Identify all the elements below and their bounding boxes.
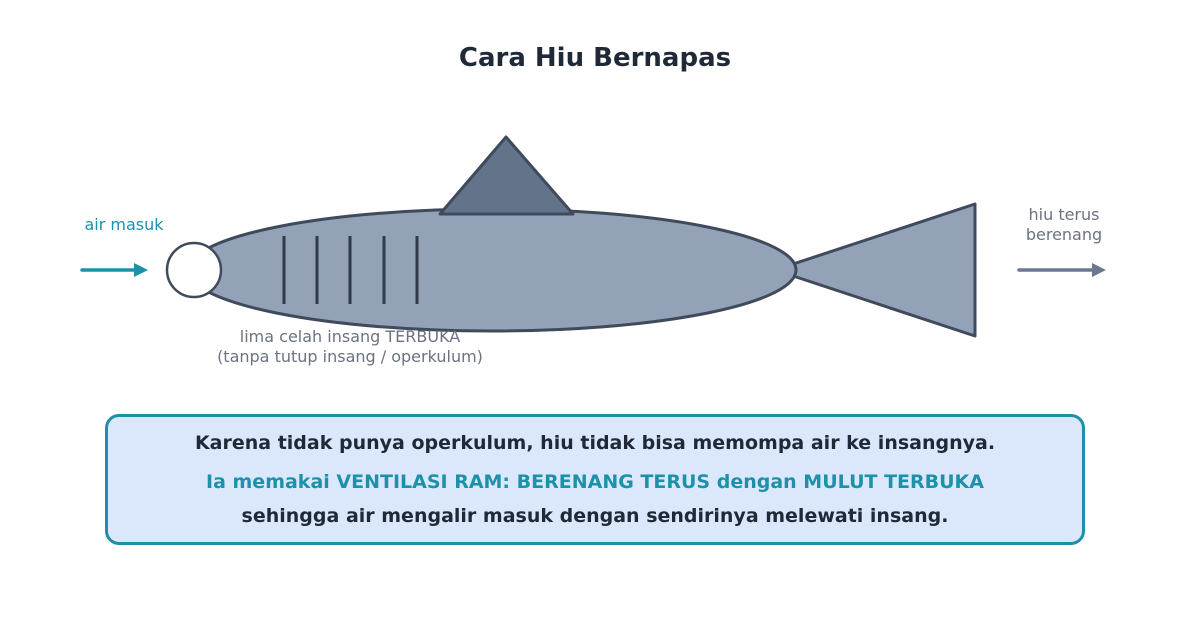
swim-label-line1: hiu terus xyxy=(1028,205,1100,224)
diagram-title: Cara Hiu Bernapas xyxy=(458,43,732,73)
dorsal-fin xyxy=(440,137,573,214)
explanation-box xyxy=(105,414,1085,545)
gill-label-line1: lima celah insang TERBUKA xyxy=(239,327,461,346)
explanation-line-3: sehingga air mengalir masuk dengan sendirinya melewati insang. xyxy=(241,505,949,527)
open-mouth xyxy=(167,243,221,297)
swim-label-line2: berenang xyxy=(1025,225,1103,244)
explanation-line-1: Karena tidak punya operkulum, hiu tidak bisa memompa air ke insangnya. xyxy=(194,432,996,454)
explanation-line-2: Ia memakai VENTILASI RAM: BERENANG TERUS dengan MULUT TERBUKA xyxy=(206,471,984,493)
shark-body xyxy=(188,209,796,331)
gill-label-line2: (tanpa tutup insang / operkulum) xyxy=(217,347,483,366)
water-in-label: air masuk xyxy=(84,215,164,234)
swim-arrow xyxy=(1019,263,1106,277)
shark-tail xyxy=(775,204,975,336)
water-in-arrow xyxy=(82,263,148,277)
